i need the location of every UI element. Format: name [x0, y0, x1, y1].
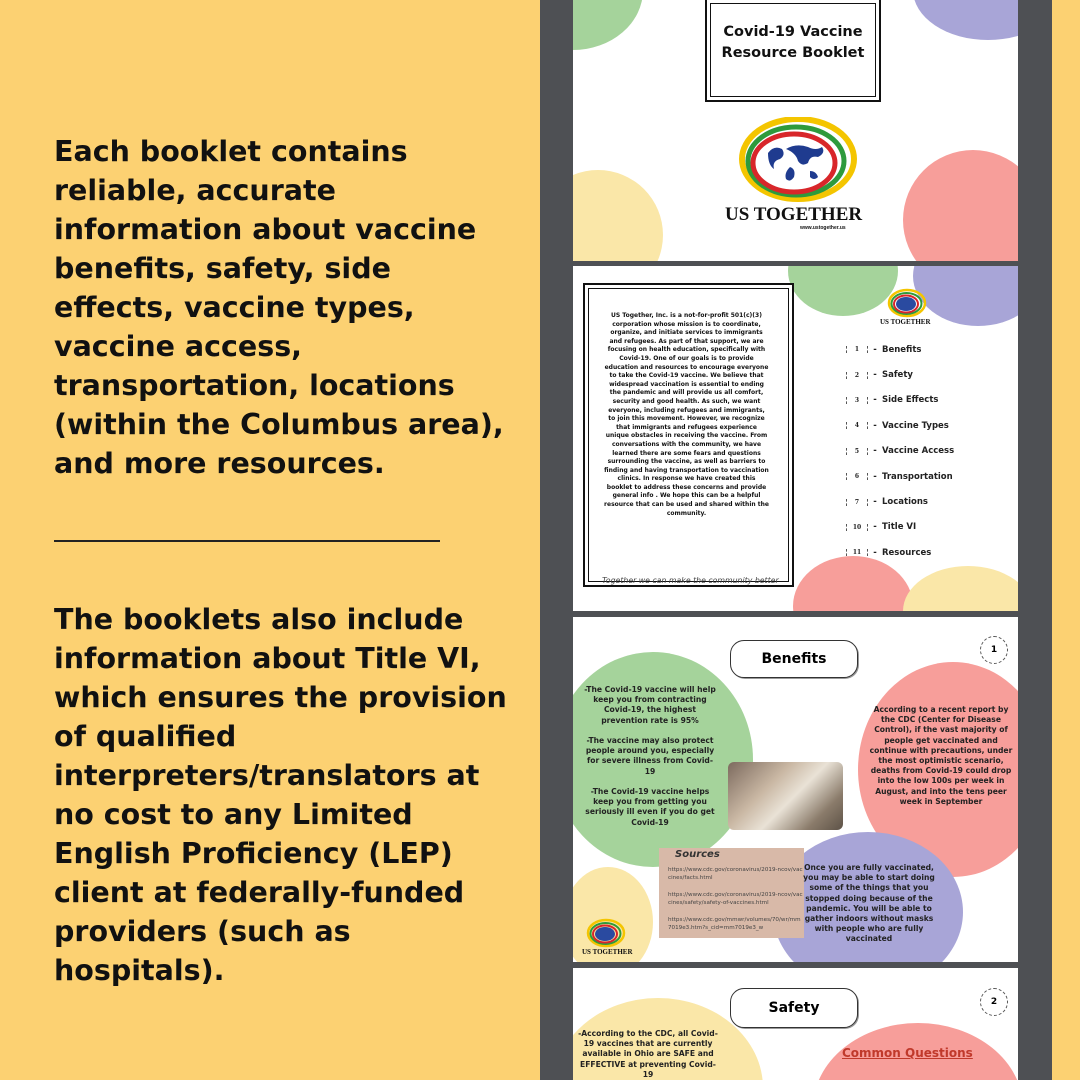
booklet-title-line1: Covid-19 Vaccine: [723, 24, 863, 40]
table-of-contents: [846, 337, 996, 566]
green-blob: [788, 266, 898, 316]
logo-wordmark: US TOGETHER: [582, 948, 633, 956]
globe-logo-icon: [887, 288, 927, 318]
toc-label: Safety: [882, 370, 913, 381]
pink-blob: [903, 150, 1018, 261]
source-link[interactable]: https://www.cdc.gov/coronavirus/2019-ncov/vaccines/facts.html: [668, 867, 803, 881]
toc-label: Benefits: [882, 344, 922, 355]
benefits-title: Benefits: [730, 640, 858, 678]
title-vi-paragraph: The booklets also include information about Title VI, which ensures the provision of qualified interpreters/translators at no cost to any Limited English Proficiency (LEP) client at federally-funded providers (such as hospitals).: [54, 603, 507, 987]
lavender-blob: [913, 0, 1018, 40]
divider-line: [54, 540, 440, 542]
safety-title: Safety: [730, 988, 858, 1028]
toc-item[interactable]: 7 - Locations: [846, 489, 996, 514]
benefits-right-text: According to a recent report by the CDC (Center for Disease Control), if the vast majority of people get vaccinated and continue with precautions, under the most optimistic scenario, deaths from Covid-19 could drop into the low 100s per week in August, and into the tens peer week in September: [869, 705, 1013, 806]
common-questions-heading: Common Questions: [842, 1046, 973, 1060]
safety-left-text: -According to the CDC, all Covid-19 vaccines that are currently available in Ohio are SAFE and EFFECTIVE at preventing Covid-19: [578, 1029, 718, 1079]
us-together-logo-small: [887, 288, 927, 318]
intro-paragraph: Each booklet contains reliable, accurate information about vaccine benefits, safety, side effects, vaccine types, vaccine access, transportation, locations (within the Columbus area), and more resources.: [54, 135, 504, 480]
yellow-blob: [903, 566, 1018, 611]
toc-label: Locations: [882, 497, 928, 508]
globe-logo-icon: [738, 117, 858, 207]
toc-label: Title VI: [882, 522, 917, 533]
logo-wordmark: US TOGETHER: [880, 318, 931, 326]
green-blob: [573, 0, 643, 50]
booklet-title: [707, 22, 879, 64]
us-together-logo: [738, 117, 858, 207]
lavender-blob: [913, 266, 1018, 326]
family-dinner-photo: [728, 762, 843, 830]
source-link[interactable]: https://www.cdc.gov/coronavirus/2019-ncov/vaccines/safety/safety-of-vaccines.html: [668, 892, 803, 906]
booklet-title-line2: Resource Booklet: [721, 45, 865, 61]
us-together-logo-small: [586, 918, 626, 948]
benefits-bottom-text: Once you are fully vaccinated, you may be able to start doing some of the things that you stopped doing because of the pandemic. You will be able to gather indoors without masks with people who are fully vaccinated: [803, 863, 935, 944]
logo-url: www.ustogether.us: [800, 225, 846, 231]
page-number: 1: [980, 636, 1008, 664]
toc-item[interactable]: 2 - Safety: [846, 362, 996, 387]
toc-label: Resources: [882, 547, 932, 558]
yellow-blob: [573, 170, 663, 261]
sources-title: Sources: [675, 849, 720, 860]
benefits-left-text: -The Covid-19 vaccine will help keep you from contracting Covid-19, the highest prevention rate is 95% -The vaccine may also protect people around you, especially for severe illness from Covid-19 -The Covid-19 vaccine helps keep you from getting you seriously ill even if you do get Covid-19: [584, 685, 716, 827]
toc-item[interactable]: 10 - Title VI: [846, 515, 996, 540]
toc-label: Vaccine Types: [882, 420, 949, 431]
sources-list: [668, 866, 803, 941]
toc-item[interactable]: 5 - Vaccine Access: [846, 439, 996, 464]
source-link[interactable]: https://www.cdc.gov/mmwr/volumes/70/wr/mm7019e3.htm?s_cid=mm7019e3_w: [668, 917, 801, 931]
toc-label: Transportation: [882, 471, 953, 482]
intro-text: US Together, Inc. is a not-for-profit 501(c)(3) corporation whose mission is to coordinate, organize, and initiate services to immigrants and refugees. As part of that support, we are focusing on health education, specifically with Covid-19. One of our goals is to provide education and resources to encourage everyone to take the Covid-19 vaccine. We believe that widespread vaccination is essential to ending the pandemic and will provide us all comfort, security and good health. As such, we want everyone, including refugees and immigrants, to join this movement. However, we recognize that immigrants and refugees experience unique obstacles in receiving the vaccine. From conversations with the community, we have learned there are some fears and questions surrounding the vaccine, as well as barriers to finding and having transportation to vaccination clinics. In response we have created this booklet to address these concerns and provide general info . We hope this can be a helpful resource that can be used and shared within the community.: [604, 312, 769, 517]
toc-label: Side Effects: [882, 395, 939, 406]
toc-item[interactable]: 4 - Vaccine Types: [846, 413, 996, 438]
toc-label: Vaccine Access: [882, 446, 955, 457]
page-number: 2: [980, 988, 1008, 1016]
toc-item[interactable]: 11 - Resources: [846, 540, 996, 565]
toc-item[interactable]: 1 - Benefits: [846, 337, 996, 362]
tagline: Together we can make the community better: [602, 576, 779, 585]
toc-item[interactable]: 6 - Transportation: [846, 464, 996, 489]
toc-item[interactable]: 3 - Side Effects: [846, 388, 996, 413]
globe-logo-icon: [586, 918, 626, 948]
logo-wordmark: US TOGETHER: [725, 204, 863, 225]
